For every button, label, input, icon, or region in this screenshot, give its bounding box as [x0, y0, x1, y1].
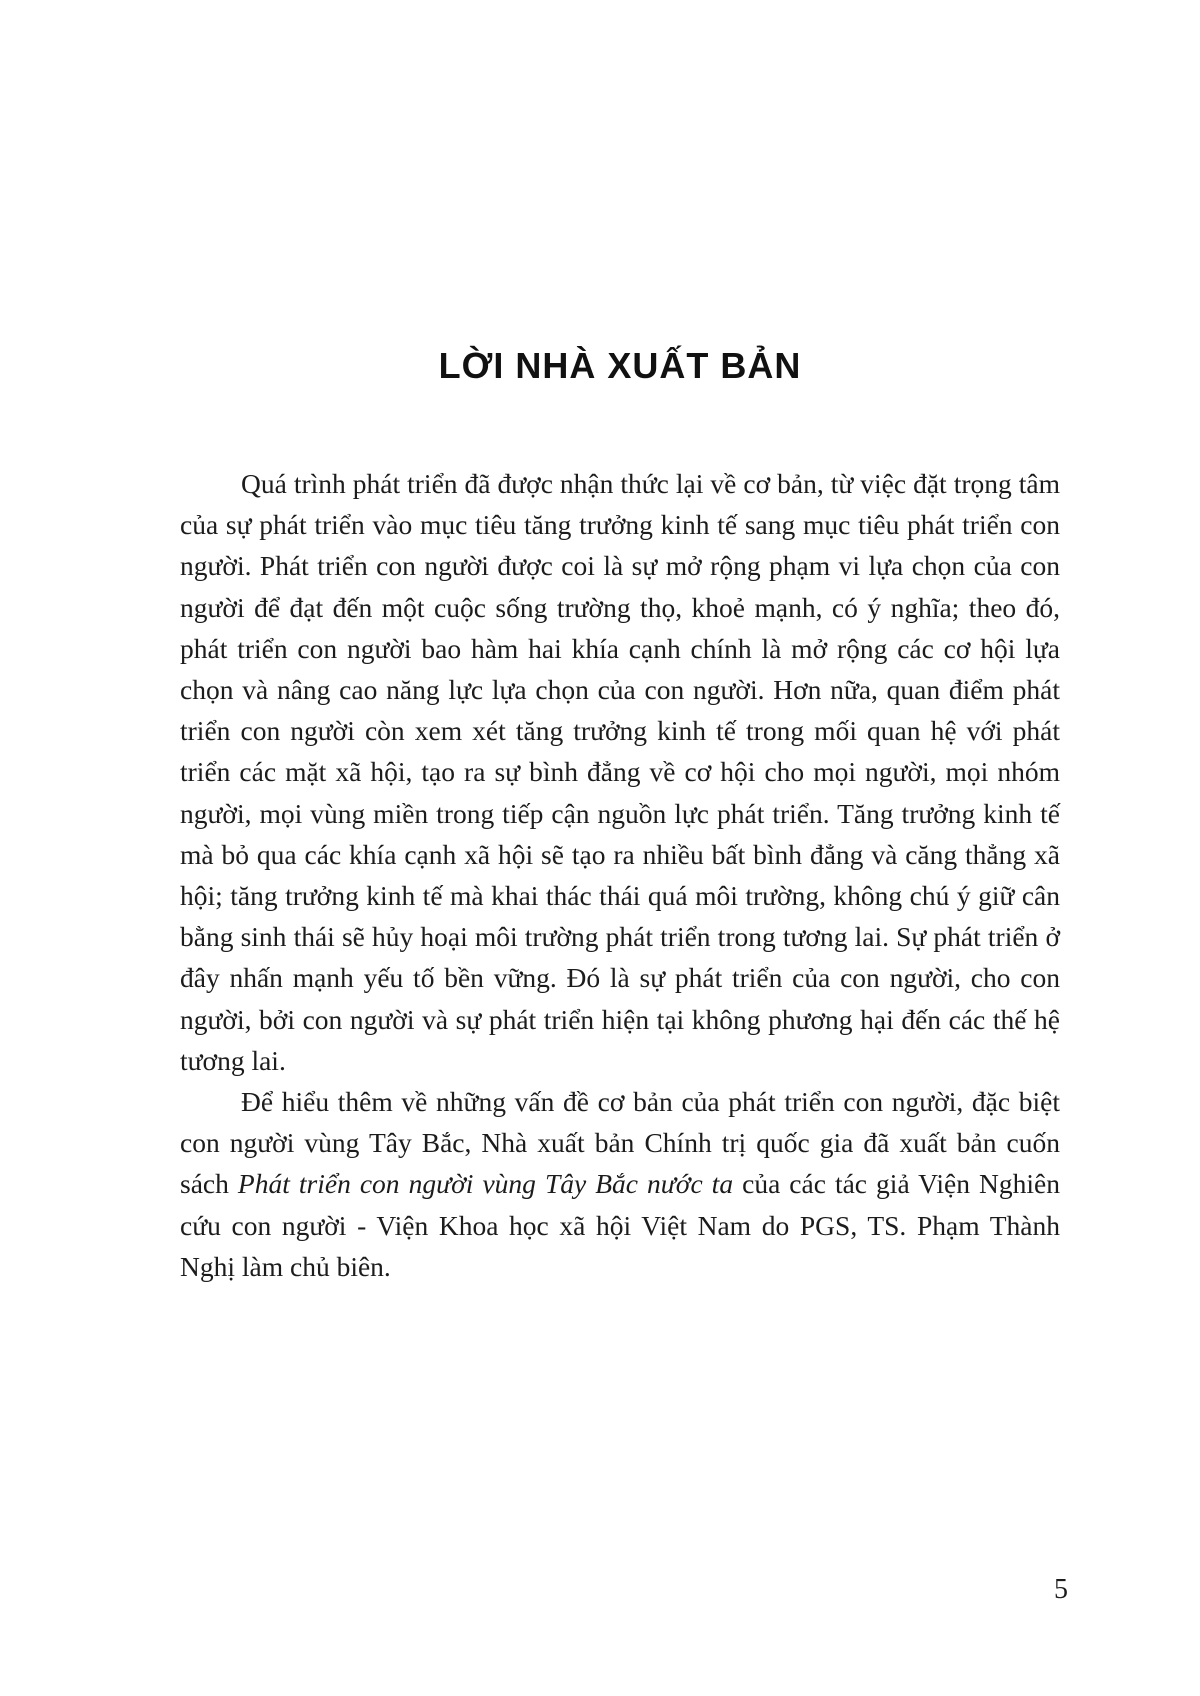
paragraph-1: Quá trình phát triển đã được nhận thức lại về cơ bản, từ việc đặt trọng tâm của sự phát triển vào mục tiêu tăng trưởng kinh tế sang mục tiêu phát triển con người. Phát triển con người được coi là sự mở rộng phạm vi lựa chọn của con người để đạt đến một cuộc sống trường thọ, khoẻ mạnh, có ý nghĩa; theo đó, phát triển con người bao hàm hai khía cạnh chính là mở rộng các cơ hội lựa chọn và nâng cao năng lực lựa chọn của con người. Hơn nữa, quan điểm phát triển con người còn xem xét tăng trưởng kinh tế trong mối quan hệ với phát triển các mặt xã hội, tạo ra sự bình đẳng về cơ hội cho mọi người, mọi nhóm người, mọi vùng miền trong tiếp cận nguồn lực phát triển. Tăng trưởng kinh tế mà bỏ qua các khía cạnh xã hội sẽ tạo ra nhiều bất bình đẳng và căng thẳng xã hội; tăng trưởng kinh tế mà khai thác thái quá môi trường, không chú ý giữ cân bằng sinh thái sẽ hủy hoại môi trường phát triển trong tương lai. Sự phát triển ở đây nhấn mạnh yếu tố bền vững. Đó là sự phát triển của con người, cho con người, bởi con người và sự phát triển hiện tại không phương hại đến các thế hệ tương lai.: [180, 468, 1060, 1076]
page-number: 5: [1054, 1574, 1068, 1605]
page-title: LỜI NHÀ XUẤT BẢN: [438, 345, 802, 386]
paragraph-2-before: Để hiểu thêm về những vấn đề cơ bản của phát triển con người, đặc biệt con người vùng Tây Bắc, Nhà xuất bản Chính trị quốc gia đã xuất bản cuốn sách: [180, 1086, 1060, 1200]
book-title-italic: Phát triển con người vùng Tây Bắc nước ta: [237, 1168, 734, 1200]
paragraph-2: [180, 1081, 1060, 1287]
paragraph-2-after: của các tác giả Viện Nghiên cứu con người - Viện Khoa học xã hội Việt Nam do PGS, TS. Phạm Thành Nghị làm chủ biên.: [180, 1168, 1060, 1282]
body-text: [180, 463, 1060, 1287]
